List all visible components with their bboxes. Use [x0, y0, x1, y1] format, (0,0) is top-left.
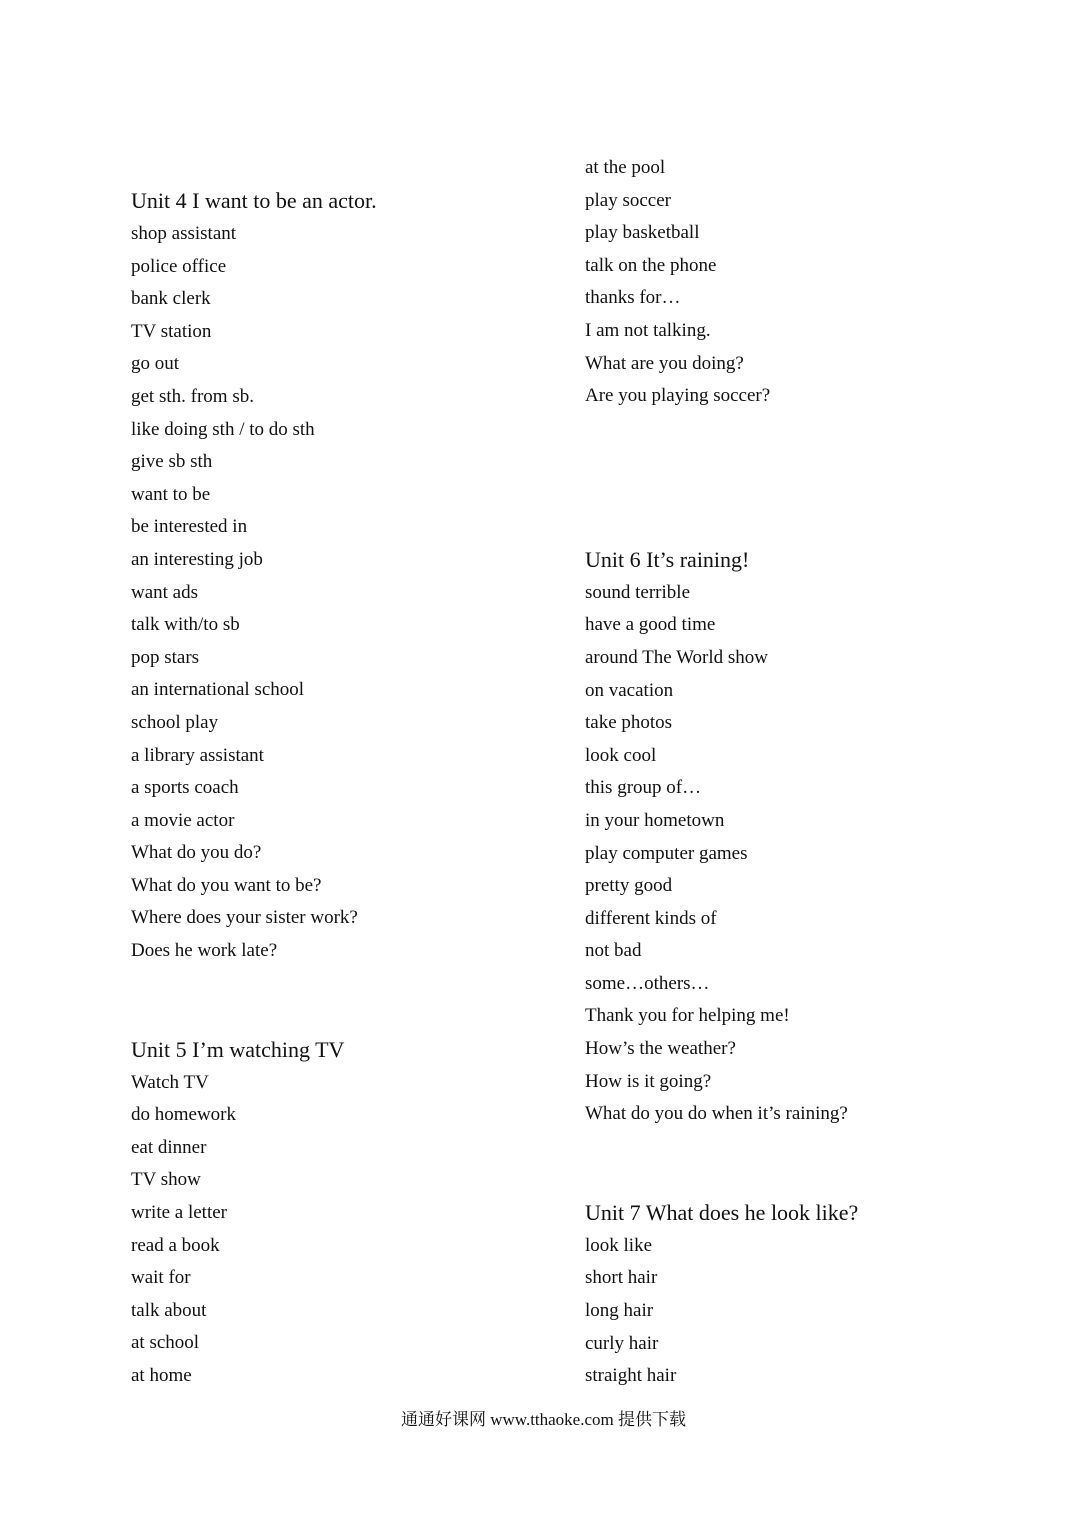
list-item: look cool: [585, 744, 657, 766]
list-item: What are you doing?: [585, 352, 744, 374]
list-item: play computer games: [585, 842, 748, 864]
right-column: [585, 152, 1005, 1393]
list-item: give sb sth: [131, 451, 213, 473]
list-item: Are you playing soccer?: [585, 385, 771, 407]
list-item: pretty good: [585, 875, 673, 897]
list-item: thanks for…: [585, 287, 681, 309]
unit4-list: [131, 218, 551, 968]
unit4-heading: Unit 4 I want to be an actor.: [131, 188, 377, 213]
list-item: get sth. from sb.: [131, 385, 254, 407]
list-item: How is it going?: [585, 1070, 712, 1092]
list-item: an international school: [131, 679, 305, 701]
page-footer: 通通好课网 www.tthaoke.com 提供下载: [400, 1410, 687, 1429]
list-item: shop assistant: [131, 223, 237, 244]
list-item: different kinds of: [585, 907, 717, 929]
list-item: I am not talking.: [585, 319, 711, 341]
list-item: curly hair: [585, 1332, 659, 1354]
list-item: around The World show: [585, 646, 768, 668]
list-item: short hair: [585, 1267, 658, 1289]
list-item: go out: [131, 353, 180, 375]
list-item: want ads: [131, 581, 199, 603]
list-item: TV show: [131, 1169, 201, 1191]
list-item: straight hair: [585, 1365, 677, 1387]
list-item: bank clerk: [131, 288, 211, 310]
list-item: long hair: [585, 1300, 654, 1322]
list-item: play soccer: [585, 189, 671, 211]
list-item: Thank you for helping me!: [585, 1005, 790, 1027]
unit6-heading: Unit 6 It’s raining!: [585, 546, 750, 572]
list-item: sound terrible: [585, 581, 691, 603]
unit5-heading: Unit 5 I’m watching TV: [131, 1036, 345, 1062]
list-item: a library assistant: [131, 744, 264, 766]
unit6-list: [585, 577, 1005, 1131]
list-item: at the pool: [585, 157, 666, 178]
list-item: What do you do when it’s raining?: [585, 1103, 848, 1125]
list-item: What do you do?: [131, 842, 262, 864]
section-spacer: [585, 413, 1005, 543]
list-item: have a good time: [585, 614, 716, 636]
list-item: on vacation: [585, 679, 674, 701]
list-item: pop stars: [131, 646, 200, 668]
list-item: TV station: [131, 320, 212, 342]
list-item: Where does your sister work?: [131, 907, 358, 929]
list-item: What do you want to be?: [131, 874, 322, 896]
list-item: police office: [131, 255, 227, 277]
list-item: an interesting job: [131, 548, 263, 570]
list-item: at home: [131, 1365, 192, 1386]
list-item: not bad: [585, 940, 642, 962]
unit7-list: [585, 1230, 1005, 1393]
unit5-continued-list: [585, 152, 1005, 413]
list-item: take photos: [585, 712, 673, 734]
list-item: a movie actor: [131, 809, 235, 831]
list-item: talk with/to sb: [131, 614, 240, 636]
list-item: school play: [131, 711, 219, 733]
list-item: wait for: [131, 1267, 191, 1289]
list-item: talk on the phone: [585, 254, 717, 276]
list-item: be interested in: [131, 516, 248, 538]
unit7-heading: Unit 7 What does he look like?: [585, 1199, 859, 1225]
list-item: look like: [585, 1234, 653, 1256]
list-item: play basketball: [585, 222, 700, 244]
list-item: talk about: [131, 1299, 207, 1321]
list-item: at school: [131, 1332, 200, 1354]
left-column: [131, 184, 551, 1393]
list-item: some…others…: [585, 972, 710, 994]
section-spacer: [585, 1131, 1005, 1196]
list-item: eat dinner: [131, 1136, 207, 1158]
list-item: Watch TV: [131, 1071, 209, 1093]
list-item: write a letter: [131, 1202, 228, 1224]
list-item: want to be: [131, 483, 211, 505]
list-item: How’s the weather?: [585, 1038, 736, 1060]
list-item: a sports coach: [131, 777, 239, 799]
list-item: do homework: [131, 1104, 237, 1126]
list-item: read a book: [131, 1234, 220, 1256]
unit5-list: [131, 1067, 551, 1393]
list-item: like doing sth / to do sth: [131, 418, 315, 440]
list-item: this group of…: [585, 777, 702, 799]
section-spacer: [131, 968, 551, 1033]
list-item: Does he work late?: [131, 940, 278, 962]
list-item: in your hometown: [585, 809, 725, 831]
